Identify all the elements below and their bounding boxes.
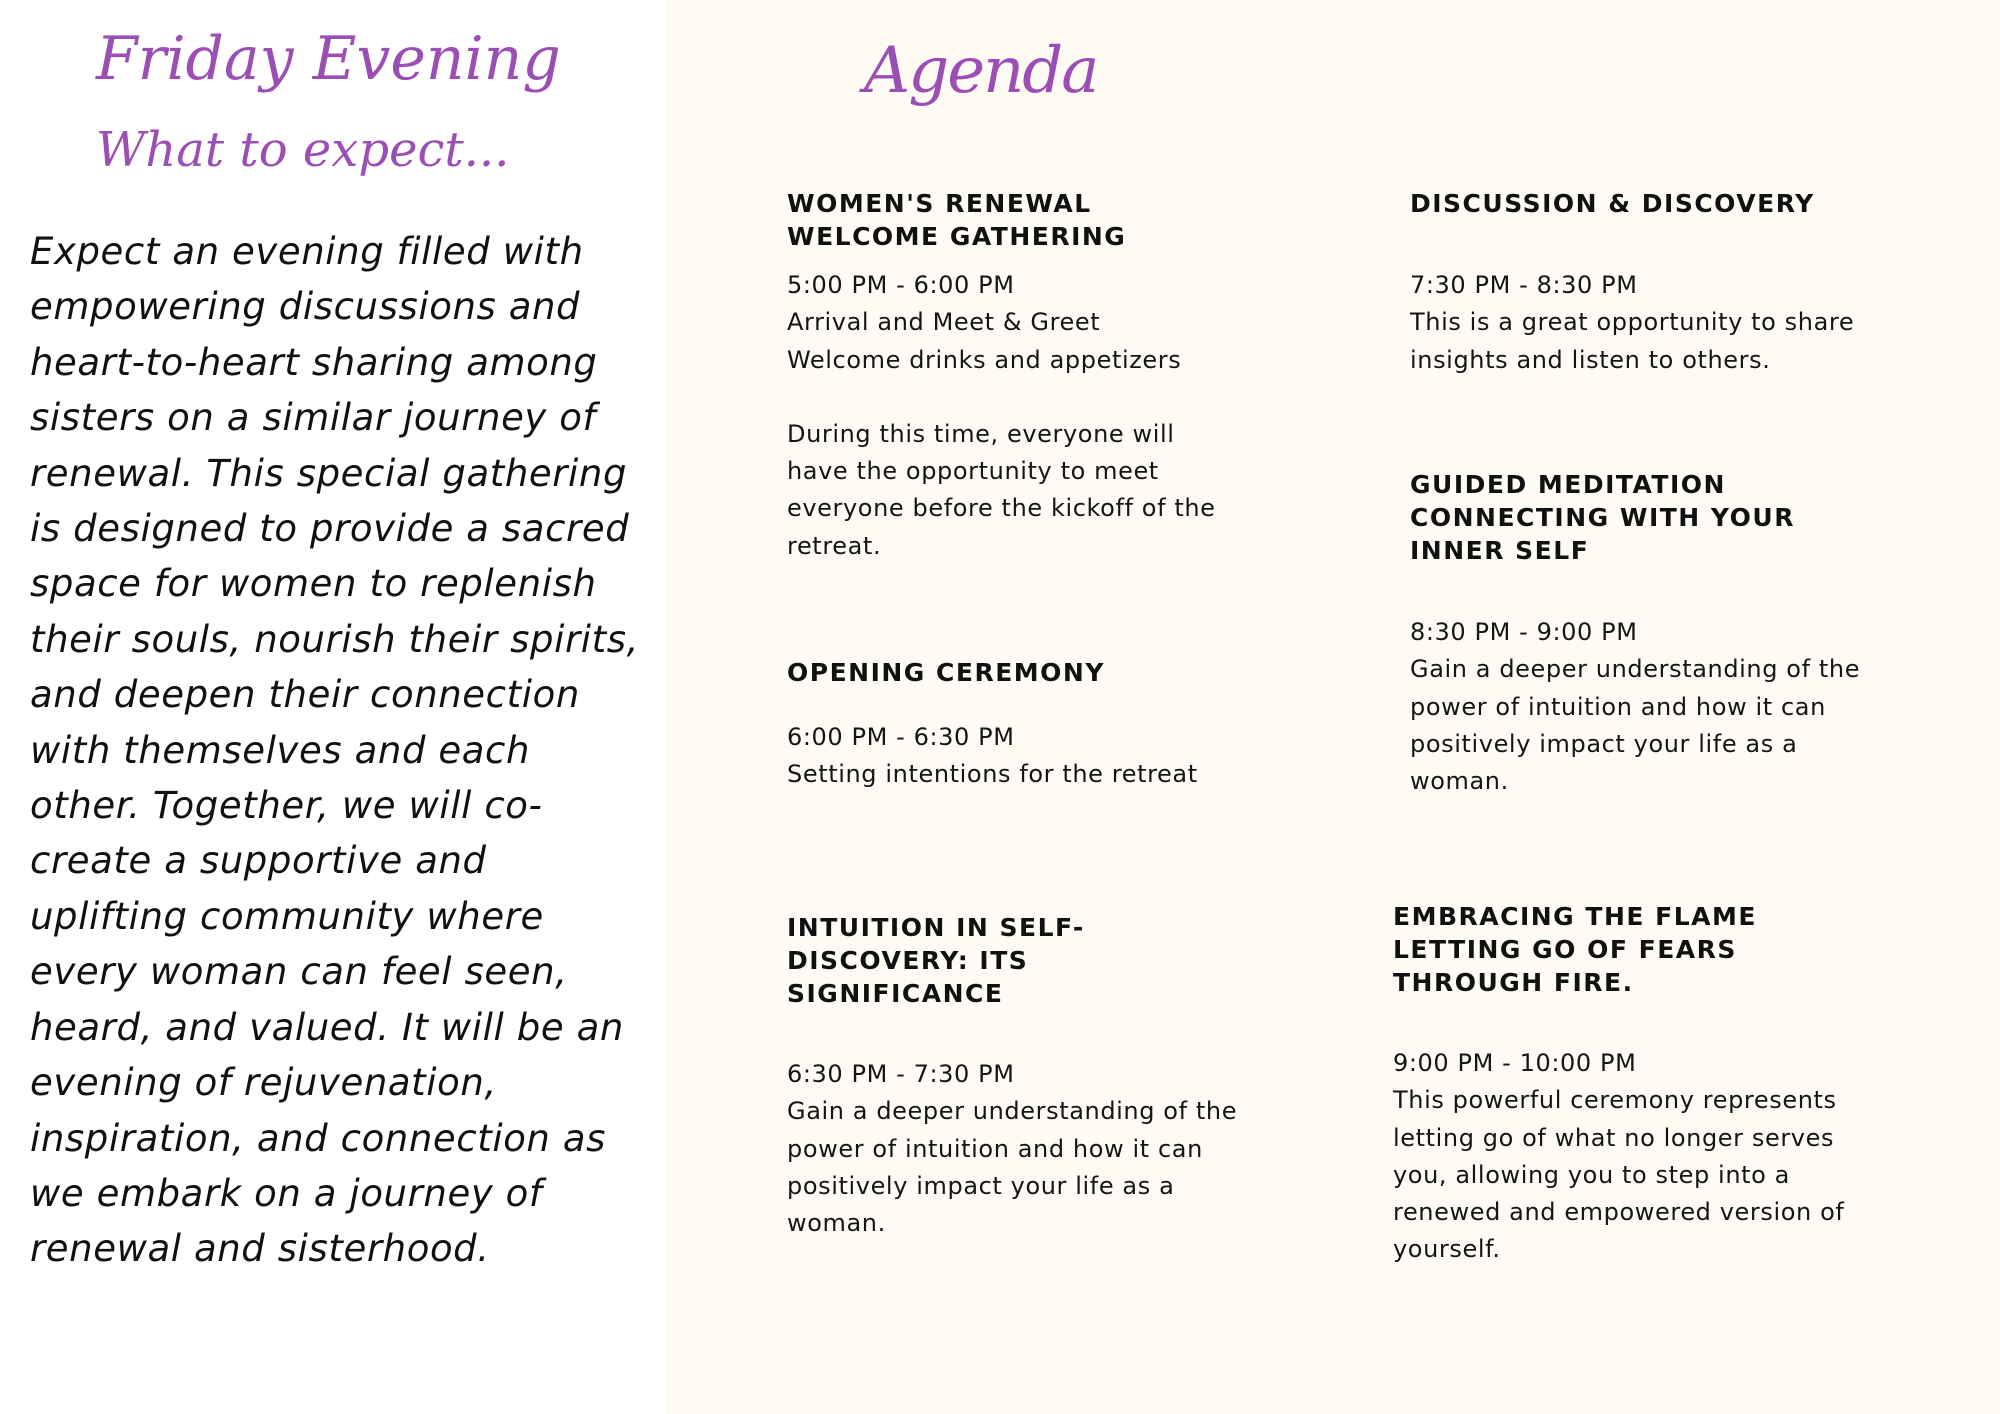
- agenda-item-line: Welcome drinks and appetizers: [787, 345, 1182, 374]
- agenda-item-title: WOMEN'S RENEWAL WELCOME GATHERING: [787, 189, 1127, 251]
- page-title: Friday Evening: [96, 24, 561, 94]
- agenda-item-description: This is a great opportunity to share insights and listen to others.: [1410, 308, 1855, 374]
- agenda-item-title: EMBRACING THE FLAME LETTING GO OF FEARS THROUGH FIRE.: [1393, 902, 1757, 997]
- agenda-item-welcome: [787, 187, 1247, 565]
- agenda-item-title: OPENING CEREMONY: [787, 658, 1105, 687]
- agenda-item-time: 6:00 PM - 6:30 PM: [787, 723, 1015, 751]
- agenda-item-title: INTUITION IN SELF-DISCOVERY: ITS SIGNIFICANCE: [787, 913, 1085, 1008]
- agenda-item-guided-meditation: [1410, 468, 1880, 800]
- intro-paragraph: Expect an evening filled with empowering discussions and heart-to-heart sharing among sisters on a similar journey of renewal. This special gathering is designed to provide a sacred space for women to replenish their souls, nourish their spirits, and deepen their connection with themselves and each other. Together, we will co-create a supportive and uplifting community where every woman can feel seen, heard, and valued. It will be an evening of rejuvenation, inspiration, and connection as we embark on a journey of renewal and sisterhood.: [30, 230, 639, 1271]
- agenda-item-description: Gain a deeper understanding of the power of intuition and how it can positively impact your life as a woman.: [1410, 655, 1861, 796]
- agenda-item-description: Gain a deeper understanding of the power of intuition and how it can positively impact your life as a woman.: [787, 1097, 1238, 1238]
- agenda-item-embracing-the-flame: [1393, 900, 1873, 1269]
- agenda-item-time: 6:30 PM - 7:30 PM: [787, 1060, 1015, 1088]
- agenda-item-title: GUIDED MEDITATION CONNECTING WITH YOUR INNER SELF: [1410, 470, 1795, 565]
- agenda-item-opening-ceremony: [787, 656, 1247, 794]
- agenda-item-discussion: [1410, 187, 1880, 379]
- agenda-item-description: During this time, everyone will have the opportunity to meet everyone before the kickoff of the retreat.: [787, 419, 1216, 560]
- agenda-item-description: Setting intentions for the retreat: [787, 760, 1198, 789]
- agenda-item-time: 8:30 PM - 9:00 PM: [1410, 618, 1638, 646]
- agenda-item-title: DISCUSSION & DISCOVERY: [1410, 189, 1815, 218]
- agenda-item-intuition: [787, 911, 1247, 1242]
- page-subtitle: What to expect...: [96, 122, 510, 178]
- agenda-item-time: 7:30 PM - 8:30 PM: [1410, 271, 1638, 299]
- agenda-item-description: This powerful ceremony represents letting go of what no longer serves you, allowing you to step into a renewed and empowered version of yourself.: [1393, 1086, 1845, 1264]
- agenda-item-time: 9:00 PM - 10:00 PM: [1393, 1049, 1637, 1077]
- agenda-item-line: Arrival and Meet & Greet: [787, 308, 1101, 337]
- agenda-item-time: 5:00 PM - 6:00 PM: [787, 271, 1015, 299]
- agenda-title: Agenda: [864, 34, 1098, 108]
